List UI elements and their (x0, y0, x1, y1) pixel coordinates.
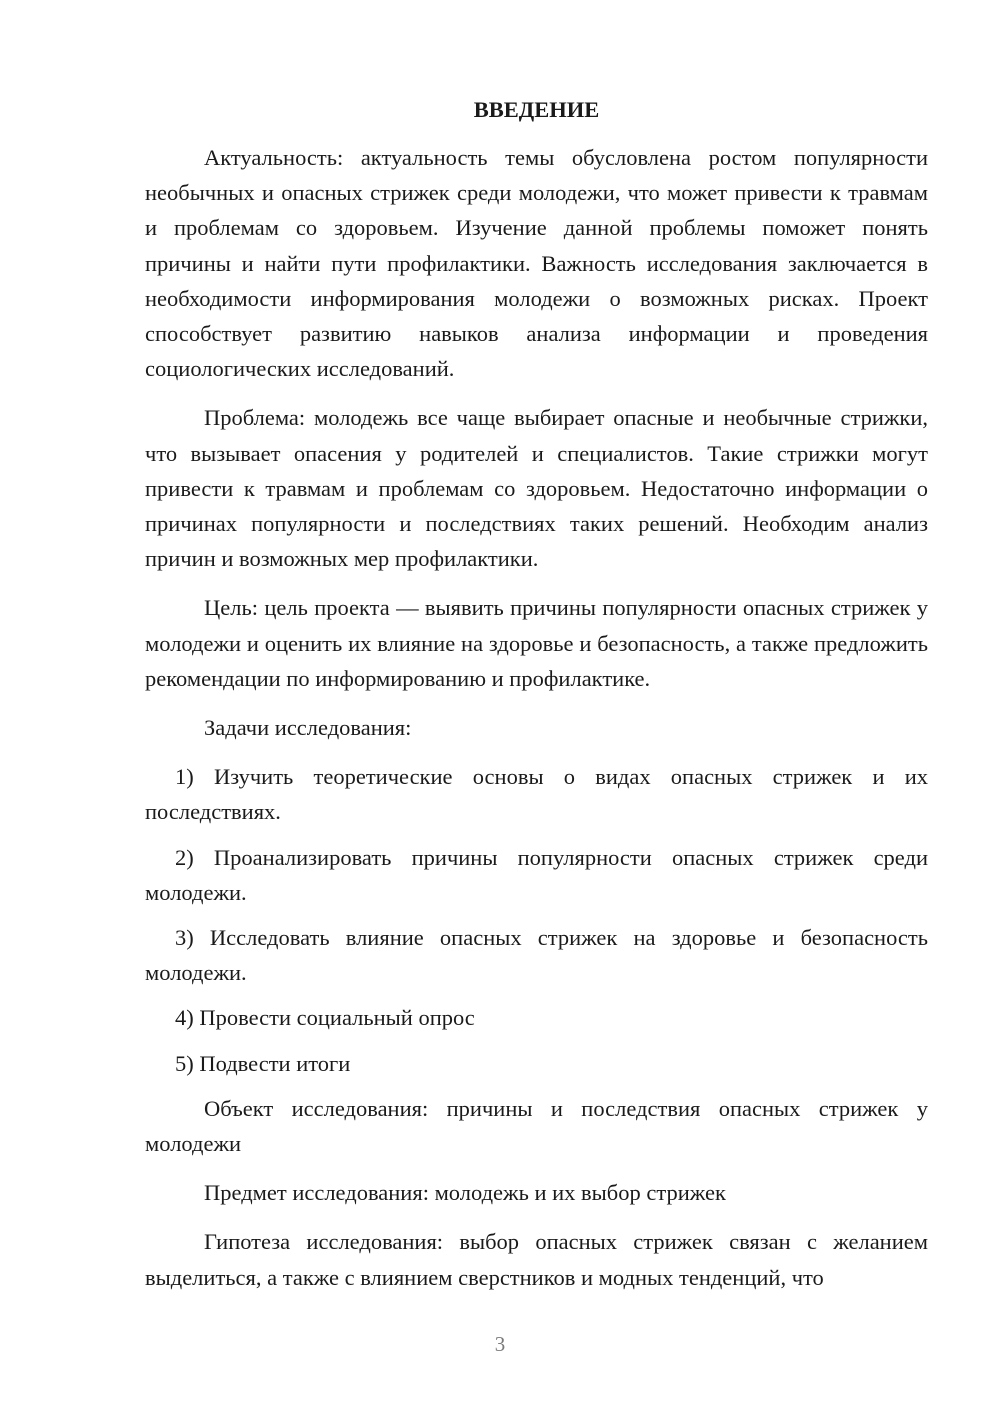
problem-paragraph: Проблема: молодежь все чаще выбирает опасные и необычные стрижки, что вызывает опасения у родителей и специалистов. Такие стрижки могут привести к травмам и проблемам со здоровьем. Недостаточно информации о причинах популярности и последствиях таких решений. Необходим анализ причин и возможных мер профилактики. (145, 405, 928, 572)
document-page (145, 94, 928, 1295)
task-item-1: 1) Изучить теоретические основы о видах опасных стрижек и их последствиях. (145, 764, 928, 825)
object-paragraph: Объект исследования: причины и последствия опасных стрижек у молодежи (145, 1095, 928, 1157)
task-item-4: 4) Провести социальный опрос (175, 1005, 475, 1031)
hypothesis-paragraph: Гипотеза исследования: выбор опасных стрижек связан с желанием выделиться, а также с влиянием сверстников и модных тенденций, что (145, 1229, 928, 1290)
page-number: 3 (494, 1332, 506, 1356)
task-item-3: 3) Исследовать влияние опасных стрижек на здоровье и безопасность молодежи. (145, 925, 928, 986)
subject-paragraph: Предмет исследования: молодежь и их выбор стрижек (204, 1180, 726, 1206)
tasks-list (145, 759, 928, 1081)
goal-paragraph: Цель: цель проекта — выявить причины популярности опасных стрижек у молодежи и оценить их влияние на здоровье и безопасность, а также предложить рекомендации по информированию и профилактике. (145, 595, 928, 691)
relevance-paragraph: Актуальность: актуальность темы обусловлена ростом популярности необычных и опасных стрижек среди молодежи, что может привести к травмам и проблемам со здоровьем. Изучение данной проблемы поможет понять причины и найти пути профилактики. Важность исследования заключается в необходимости информирования молодежи о возможных рисках. Проект способствует развитию навыков анализа информации и проведения социологических исследований. (145, 145, 928, 382)
tasks-heading: Задачи исследования: (204, 715, 412, 741)
task-item-5: 5) Подвести итоги (175, 1050, 351, 1076)
page-title: ВВЕДЕНИЕ (473, 97, 600, 122)
task-item-2: 2) Проанализировать причины популярности опасных стрижек среди молодежи. (145, 844, 928, 905)
